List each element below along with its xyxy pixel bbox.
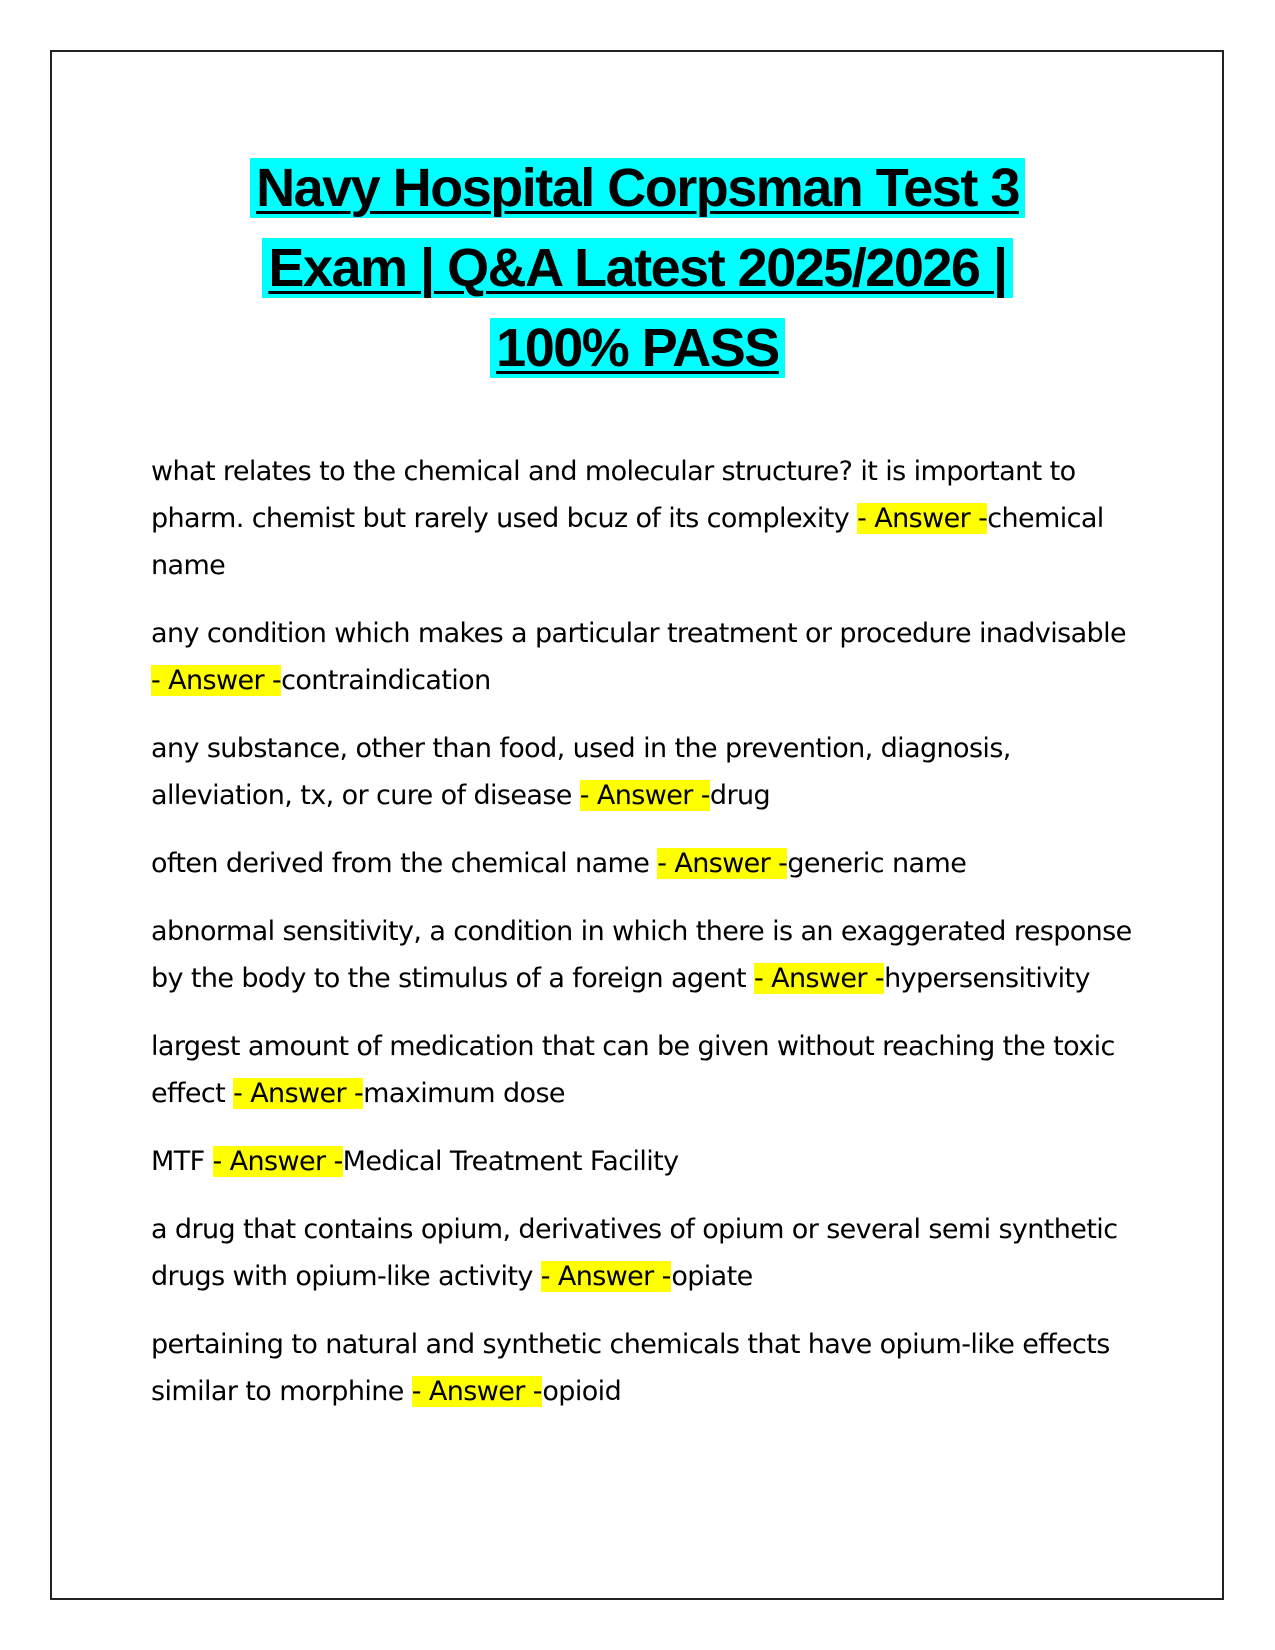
answer-marker: - Answer - xyxy=(657,848,788,879)
qa-item-drug xyxy=(151,725,1141,819)
question-text: MTF xyxy=(151,1146,213,1177)
title-line-1: Navy Hospital Corpsman Test 3 xyxy=(250,158,1025,218)
qa-item-generic-name xyxy=(151,840,1141,887)
answer-marker: - Answer - xyxy=(411,1376,543,1407)
answer-text: contraindication xyxy=(281,665,491,696)
question-text: any substance, other than food, used in the prevention, diagnosis, alleviation, tx, or cure of disease xyxy=(151,733,1011,811)
qa-item-maximum-dose xyxy=(151,1023,1141,1117)
title-line-2: Exam | Q&A Latest 2025/2026 | xyxy=(262,238,1012,298)
question-text: pertaining to natural and synthetic chemicals that have opium-like effects similar to morphine xyxy=(151,1329,1110,1407)
qa-item-mtf xyxy=(151,1138,1141,1185)
answer-text: drug xyxy=(709,780,770,811)
answer-marker: - Answer - xyxy=(151,665,282,696)
answer-text: opioid xyxy=(542,1376,622,1407)
question-text: abnormal sensitivity, a condition in which there is an exaggerated response by the body to the stimulus of a foreign agent xyxy=(151,916,1132,994)
qa-item-opioid xyxy=(151,1321,1141,1415)
answer-marker: - Answer - xyxy=(212,1146,343,1177)
answer-marker: - Answer - xyxy=(579,780,710,811)
answer-text: hypersensitivity xyxy=(884,963,1090,994)
qa-item-opiate xyxy=(151,1206,1141,1300)
question-text: often derived from the chemical name xyxy=(151,848,658,879)
answer-text: maximum dose xyxy=(363,1078,565,1109)
qa-item-chemical-name xyxy=(151,448,1141,589)
qa-item-hypersensitivity xyxy=(151,908,1141,1002)
question-text: largest amount of medication that can be given without reaching the toxic effect xyxy=(151,1031,1115,1109)
answer-text: chemical name xyxy=(151,503,1104,581)
qa-list xyxy=(151,448,1141,1436)
answer-marker: - Answer - xyxy=(540,1261,672,1292)
answer-marker: - Answer - xyxy=(857,503,988,534)
document-title xyxy=(100,148,1175,388)
title-line-3: 100% PASS xyxy=(490,318,785,378)
answer-text: opiate xyxy=(671,1261,753,1292)
qa-item-contraindication xyxy=(151,610,1141,704)
answer-marker: - Answer - xyxy=(753,963,885,994)
question-text: what relates to the chemical and molecular structure? it is important to pharm. chemist but rarely used bcuz of its complexity xyxy=(151,456,1076,534)
question-text: a drug that contains opium, derivatives of opium or several semi synthetic drugs with opium-like activity xyxy=(151,1214,1118,1292)
question-text: any condition which makes a particular treatment or procedure inadvisable xyxy=(151,618,1126,649)
answer-text: generic name xyxy=(787,848,967,879)
answer-text: Medical Treatment Facility xyxy=(342,1146,679,1177)
answer-marker: - Answer - xyxy=(233,1078,364,1109)
